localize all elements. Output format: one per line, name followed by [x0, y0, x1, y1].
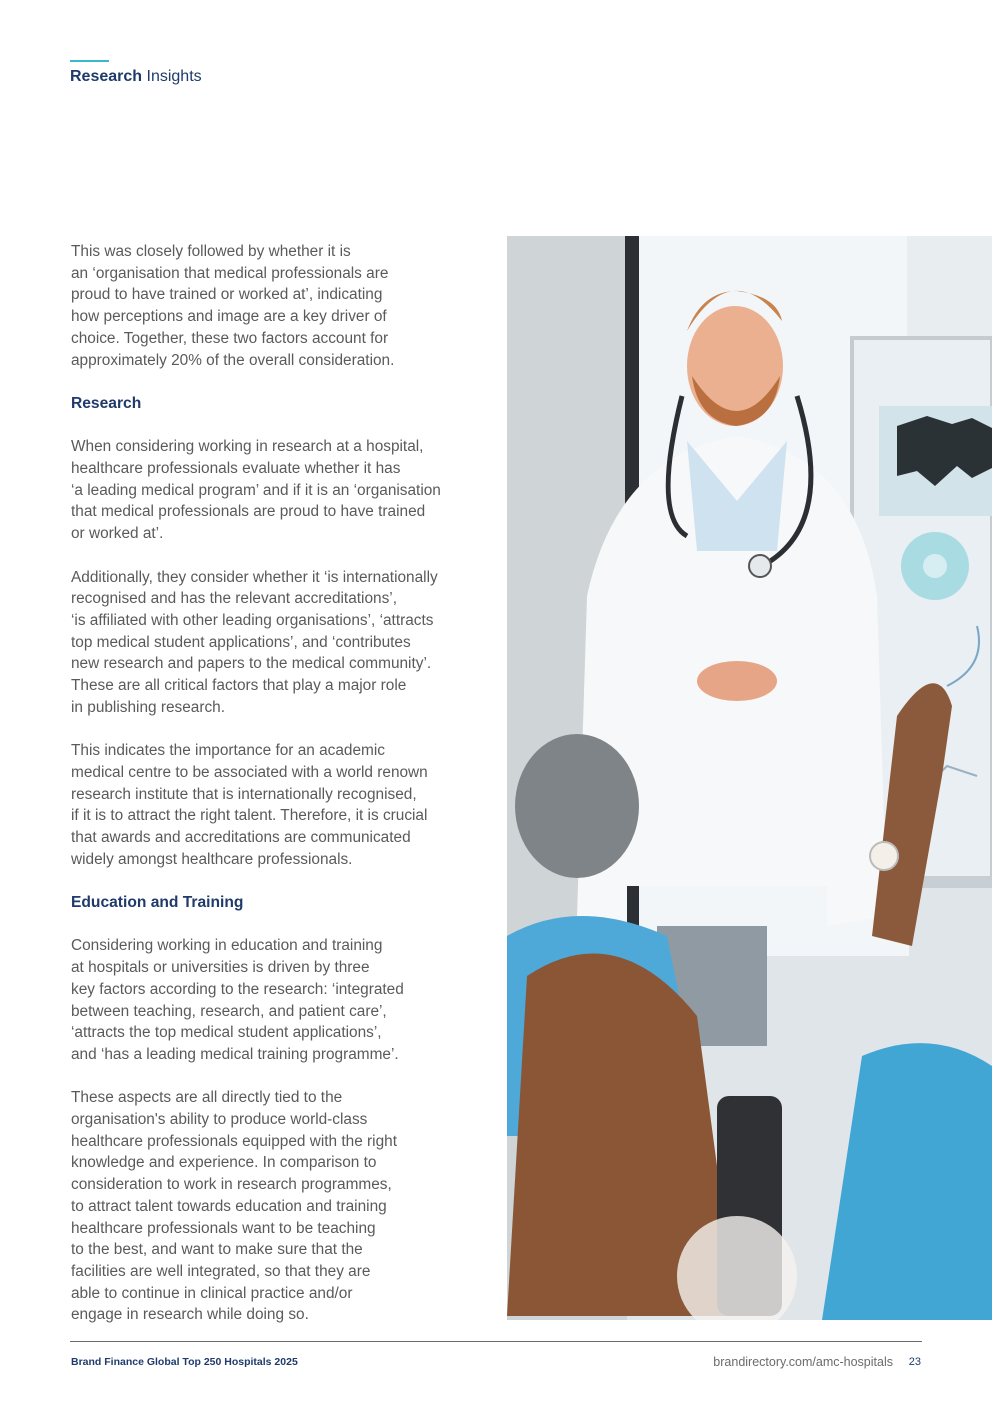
research-paragraph-2: Additionally, they consider whether it ‘is internationally recognised and has the relevant accreditations’, ‘is affiliated with other leading organisations’, ‘attracts top medical student applications’, and ‘contributes new research and papers to the medical community’. These are all critical factors that play a major role in publishing research.: [71, 568, 438, 716]
research-paragraph-1: When considering working in research at a hospital, healthcare professionals evaluate whether it has ‘a leading medical program’ and if it is an ‘organisation that medical professionals are proud to have trained or worked at’.: [71, 438, 441, 543]
section-label: [70, 68, 202, 86]
section-label-rest: Insights: [146, 68, 202, 85]
photo-illustration: [507, 236, 992, 1320]
article-body: [71, 241, 491, 1348]
footer-publication: Brand Finance Global Top 250 Hospitals 2025: [71, 1356, 298, 1368]
research-paragraph-3: This indicates the importance for an academic medical centre to be associated with a world renown research institute that is internationally recognised, if it is to attract the right talent. Therefore, it is crucial that awards and accreditations are communicated widely amongst healthcare professionals.: [71, 742, 428, 868]
footer-url-link[interactable]: brandirectory.com/amc-hospitals: [713, 1355, 893, 1369]
intro-paragraph: This was closely followed by whether it is an ‘organisation that medical professionals are proud to have trained or worked at’, indicating how perceptions and image are a key driver of choice. Together, these two factors account for approximately 20% of the overall consideration.: [71, 243, 395, 369]
education-paragraph-2: These aspects are all directly tied to the organisation's ability to produce world-class healthcare professionals equipped with the right knowledge and experience. In comparison to consideration to work in research programmes, to attract talent towards education and training healthcare professionals want to be teaching to the best, and want to make sure that the facilities are well integrated, so that they are able to continue in clinical practice and/or engage in research while doing so.: [71, 1089, 397, 1324]
footer-rule: [70, 1341, 922, 1342]
research-heading: Research: [71, 394, 142, 412]
section-label-bold: Research: [70, 68, 143, 85]
doctor-lecture-photo: [507, 236, 992, 1320]
accent-line: [70, 60, 109, 62]
education-heading: Education and Training: [71, 894, 244, 912]
page-number: 23: [908, 1356, 921, 1368]
education-paragraph-1: Considering working in education and training at hospitals or universities is driven by three key factors according to the research: ‘integrated between teaching, research, and patient care’, ‘attracts the top medical student applications’, and ‘has a leading medical training programme’.: [71, 937, 404, 1063]
